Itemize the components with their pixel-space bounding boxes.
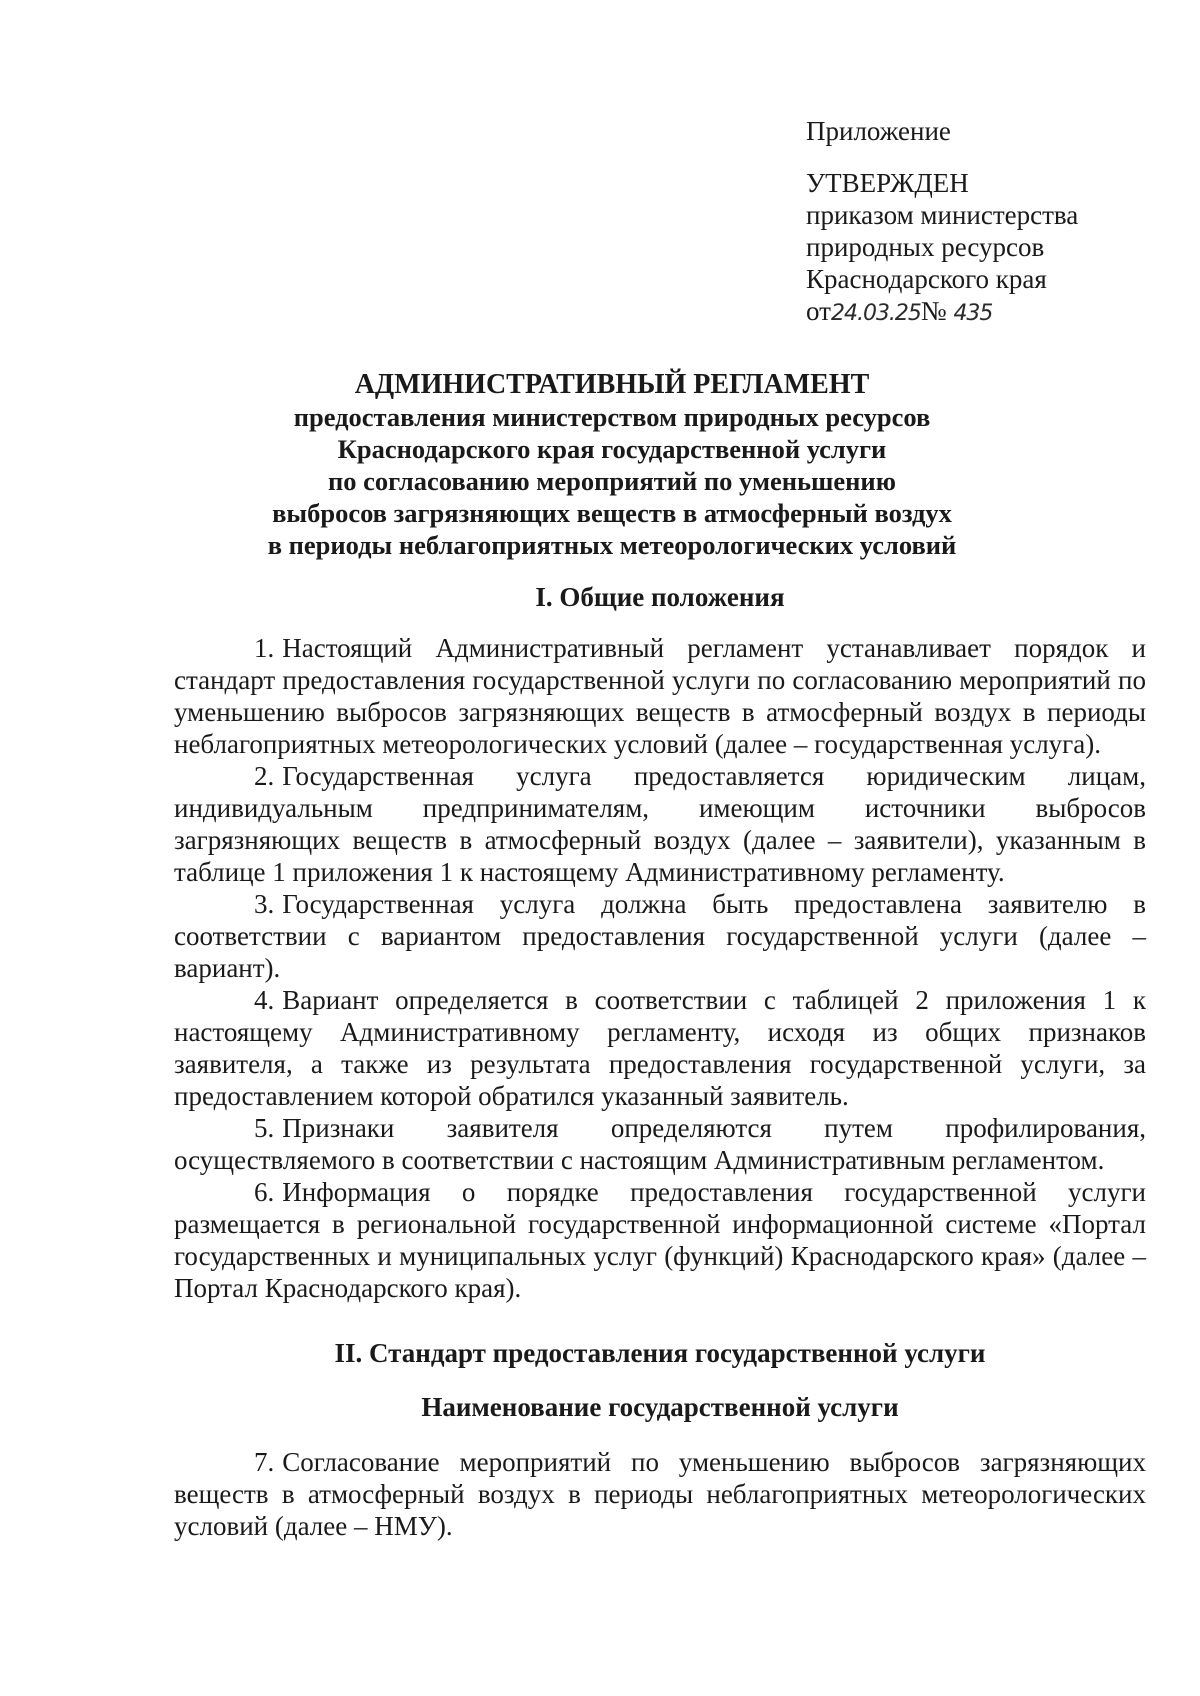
paragraph: [174, 888, 1146, 984]
title-line: предоставления министерством природных ресурсов: [293, 402, 931, 432]
title-line: по согласованию мероприятий по уменьшению: [328, 466, 896, 496]
document-title: [170, 368, 1054, 561]
approval-stamp: [806, 115, 1146, 330]
paragraph-text: Вариант определяется в соответствии с таблицей 2 приложения 1 к настоящему Административному регламенту, исходя из общих признаков заявителя, а также из результата предоставления государственной услуги, за предоставлением которой обратился указанный заявитель.: [174, 984, 1146, 1111]
approval-date-line: [806, 295, 1146, 330]
approved-label: УТВЕРЖДЕН: [806, 168, 969, 198]
paragraph-text: Государственная услуга должна быть предоставлена заявителю в соответствии с вариантом предоставления государственной услуги (далее – вариант).: [174, 888, 1146, 983]
section-heading: II. Стандарт предоставления государственной услуги: [334, 1337, 986, 1368]
paragraph-text: Настоящий Административный регламент устанавливает порядок и стандарт предоставления государственной услуги по согласованию мероприятий по уменьшению выбросов загрязняющих веществ в атмосферный воздух в периоды неблагоприятных метеорологических условий (далее – государственная услуга).: [174, 632, 1146, 759]
paragraph-text: Согласование мероприятий по уменьшению выбросов загрязняющих веществ в атмосферный воздух в периоды неблагоприятных метеорологических условий (далее – НМУ).: [174, 1446, 1146, 1541]
handwritten-date: 24.03.25: [830, 301, 921, 326]
number-prefix: №: [920, 296, 947, 326]
section-heading: I. Общие положения: [535, 582, 785, 612]
paragraph-number: 2.: [254, 760, 275, 791]
paragraph-number: 1.: [254, 632, 275, 663]
title-main: АДМИНИСТРАТИВНЫЙ РЕГЛАМЕНТ: [354, 369, 870, 400]
approval-line: природных ресурсов: [806, 232, 1045, 262]
title-line: Краснодарского края государственной услуги: [337, 434, 887, 464]
document-body: [174, 582, 1146, 1542]
paragraph: [174, 760, 1146, 888]
approval-line: приказом министерства: [806, 200, 1079, 230]
paragraph: [174, 632, 1146, 760]
paragraph: [174, 1112, 1146, 1176]
handwritten-number: 435: [953, 301, 993, 326]
paragraph: [174, 1176, 1146, 1304]
subsection-heading: Наименование государственной услуги: [421, 1391, 899, 1422]
paragraph-number: 5.: [254, 1112, 275, 1143]
paragraph-text: Государственная услуга предоставляется юридическим лицам, индивидуальным предпринимателям, имеющим источники выбросов загрязняющих веществ в атмосферный воздух (далее – заявители), указанным в таблице 1 приложения 1 к настоящему Административному регламенту.: [174, 760, 1146, 887]
paragraph-number: 7.: [254, 1446, 275, 1477]
paragraph-text: Признаки заявителя определяются путем профилирования, осуществляемого в соответствии с настоящим Административным регламентом.: [174, 1112, 1146, 1175]
title-line: в периоды неблагоприятных метеорологических условий: [267, 530, 957, 560]
paragraph: [174, 984, 1146, 1112]
paragraph-text: Информация о порядке предоставления государственной услуги размещается в региональной государственной информационной системе «Портал государственных и муниципальных услуг (функций) Краснодарского края» (далее – Портал Краснодарского края).: [174, 1176, 1146, 1303]
title-line: выбросов загрязняющих веществ в атмосферный воздух: [272, 498, 952, 528]
paragraph-number: 4.: [254, 984, 275, 1015]
approval-line: Краснодарского края: [806, 264, 1047, 294]
paragraph: [174, 1446, 1146, 1542]
paragraph-number: 6.: [254, 1176, 275, 1207]
from-prefix: от: [806, 296, 831, 326]
appendix-label: Приложение: [806, 116, 951, 146]
paragraph-number: 3.: [254, 888, 275, 919]
